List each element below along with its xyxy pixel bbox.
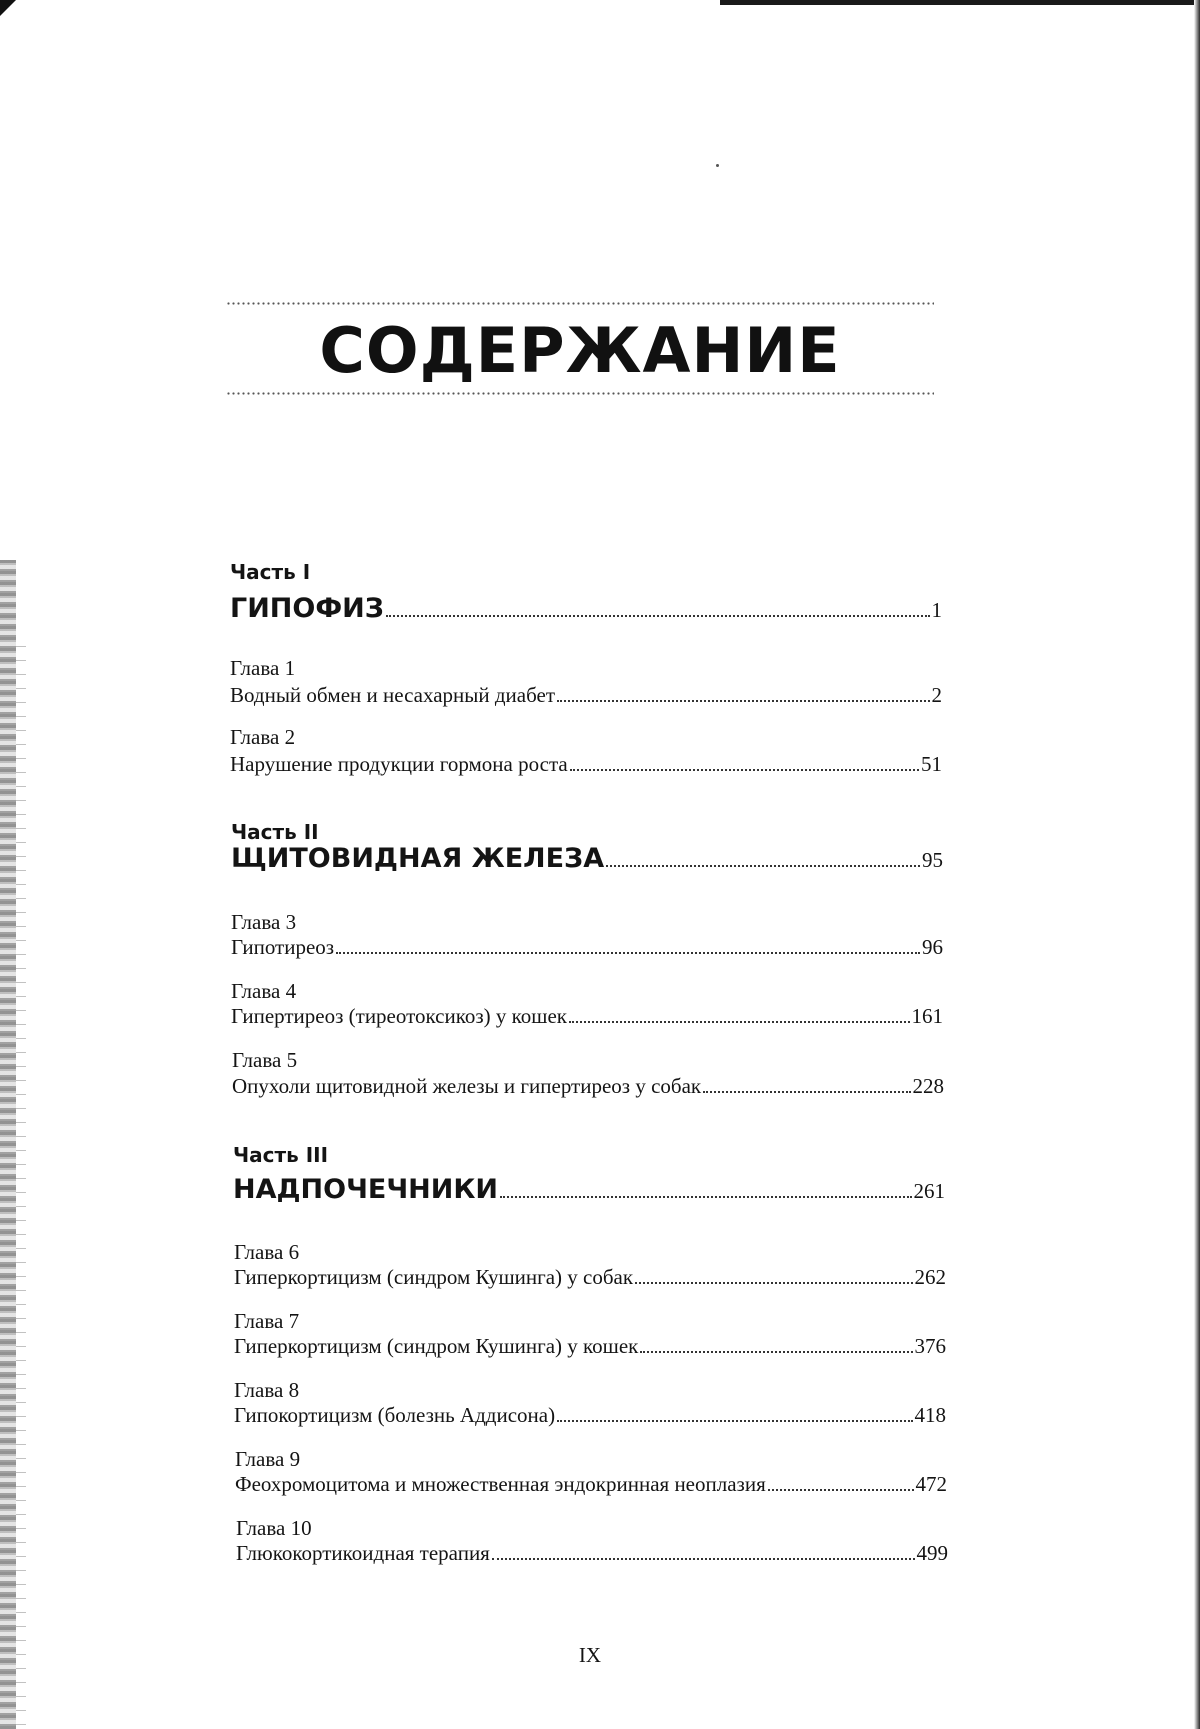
dot-leader	[557, 700, 930, 702]
chapter-label: Глава 3	[231, 910, 297, 934]
toc-part-entry	[233, 1173, 945, 1207]
page-number: 95	[922, 848, 943, 872]
chapter-label: Глава 5	[232, 1048, 298, 1072]
dot-leader	[386, 615, 930, 617]
chapter-title: Гиперкортицизм (синдром Кушинга) у собак	[234, 1265, 634, 1289]
page-number: 261	[913, 1179, 945, 1203]
page-number: 1	[931, 598, 942, 622]
page-number: 499	[916, 1541, 948, 1565]
chapter-title: Гиперкортицизм (синдром Кушинга) у кошек	[234, 1334, 639, 1358]
dot-leader	[492, 1558, 915, 1560]
chapter-title: Гипокортицизм (болезнь Аддисона)	[234, 1403, 556, 1427]
chapter-title: Глюкокортикоидная терапия	[236, 1541, 490, 1565]
scan-corner-artifact	[0, 0, 16, 16]
part-title: ГИПОФИЗ	[230, 593, 384, 624]
chapter-label: Глава 8	[234, 1378, 300, 1402]
toc-part-entry	[231, 842, 943, 876]
page-title: СОДЕРЖАНИЕ	[319, 314, 841, 387]
chapter-label: Глава 2	[230, 725, 296, 749]
dot-leader	[606, 865, 920, 867]
page-number: 161	[911, 1004, 943, 1028]
chapter-label: Глава 1	[230, 656, 296, 680]
toc-chapter-entry	[234, 1402, 946, 1428]
toc-chapter-entry	[234, 1333, 946, 1359]
dot-leader	[570, 769, 919, 771]
page-number: 376	[914, 1334, 946, 1358]
title-rule-bottom	[226, 392, 934, 395]
dot-leader	[640, 1351, 912, 1353]
dot-leader	[336, 952, 920, 954]
toc-chapter-entry	[230, 751, 942, 777]
dot-leader	[768, 1489, 914, 1491]
part-label: Часть II	[231, 820, 319, 844]
chapter-title: Феохромоцитома и множественная эндокринная неоплазия	[235, 1472, 766, 1496]
chapter-title: Опухоли щитовидной железы и гипертиреоз у собак	[232, 1074, 702, 1098]
page-folio: IX	[578, 1643, 602, 1667]
chapter-label: Глава 4	[231, 979, 297, 1003]
page-number: 418	[914, 1403, 946, 1427]
dot-leader	[500, 1196, 911, 1198]
chapter-label: Глава 9	[235, 1447, 301, 1471]
page-number: 96	[922, 935, 943, 959]
page-number: 51	[921, 752, 942, 776]
page-number: 262	[914, 1265, 946, 1289]
scan-speck	[716, 164, 719, 167]
dot-leader	[635, 1282, 912, 1284]
toc-chapter-entry	[234, 1264, 946, 1290]
part-title: НАДПОЧЕЧНИКИ	[233, 1174, 499, 1205]
dot-leader	[703, 1091, 910, 1093]
scan-left-edge	[0, 560, 16, 1729]
chapter-title: Гипертиреоз (тиреотоксикоз) у кошек	[231, 1004, 567, 1028]
chapter-title: Водный обмен и несахарный диабет	[230, 683, 555, 707]
dot-leader	[557, 1420, 912, 1422]
chapter-label: Глава 7	[234, 1309, 300, 1333]
page-number: 472	[915, 1472, 947, 1496]
toc-chapter-entry	[235, 1471, 947, 1497]
toc-chapter-entry	[231, 934, 943, 960]
part-label: Часть III	[233, 1143, 329, 1167]
part-title: ЩИТОВИДНАЯ ЖЕЛЕЗА	[231, 843, 605, 874]
part-label: Часть I	[230, 560, 311, 584]
scan-right-edge	[1194, 0, 1200, 1729]
chapter-label: Глава 6	[234, 1240, 300, 1264]
toc-part-entry	[230, 592, 942, 626]
page-number: 228	[912, 1074, 944, 1098]
toc-chapter-entry	[230, 682, 942, 708]
chapter-title: Гипотиреоз	[231, 935, 335, 959]
toc-chapter-entry	[232, 1073, 944, 1099]
chapter-label: Глава 10	[236, 1516, 312, 1540]
scan-top-edge	[720, 0, 1200, 5]
page-number: 2	[931, 683, 942, 707]
dot-leader	[569, 1021, 910, 1023]
title-rule-top	[226, 302, 934, 305]
toc-chapter-entry	[231, 1003, 943, 1029]
scan-left-edge-noise	[16, 640, 26, 1729]
toc-chapter-entry	[236, 1540, 948, 1566]
chapter-title: Нарушение продукции гормона роста	[230, 752, 568, 776]
